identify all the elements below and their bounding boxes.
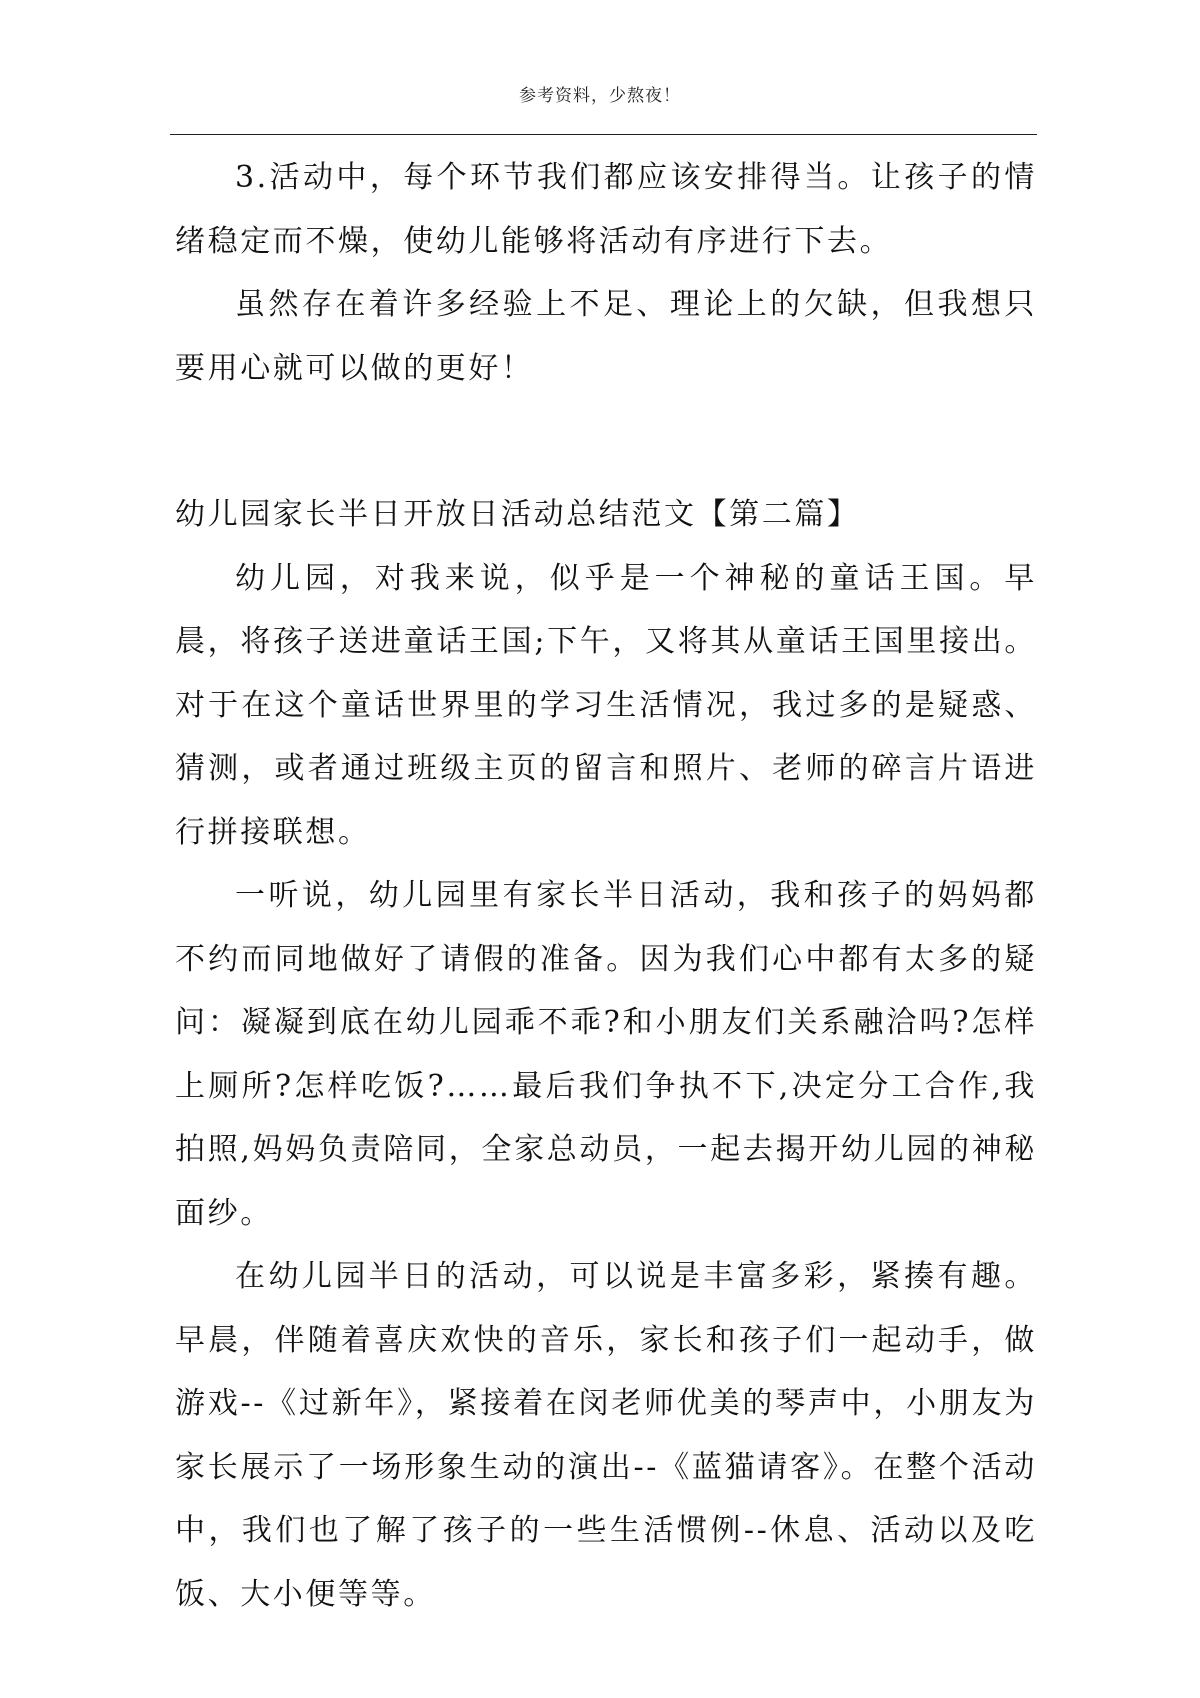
section-title: 幼儿园家长半日开放日活动总结范文【第二篇】 (175, 497, 860, 532)
paragraph-activity-arrangement: 3.活动中，每个环节我们都应该安排得当。让孩子的情绪稳定而不燥，使幼儿能够将活动有序进行下去。 (175, 160, 1037, 259)
page-header: 参考资料，少熬夜！ (519, 86, 681, 106)
paragraph-conclusion: 虽然存在着许多经验上不足、理论上的欠缺，但我想只要用心就可以做的更好！ (175, 287, 1037, 386)
document-body (175, 146, 1037, 1626)
paragraph-preparation: 一听说，幼儿园里有家长半日活动，我和孩子的妈妈都不约而同地做好了请假的准备。因为我们心中都有太多的疑问：凝凝到底在幼儿园乖不乖?和小朋友们关系融洽吗?怎样上厕所?怎样吃饭?……最后我们争执不下,决定分工合作,我拍照,妈妈负责陪同，全家总动员，一起去揭开幼儿园的神秘面纱。 (175, 878, 1037, 1231)
paragraph-intro: 幼儿园，对我来说，似乎是一个神秘的童话王国。早晨，将孩子送进童话王国;下午，又将其从童话王国里接出。对于在这个童话世界里的学习生活情况，我过多的是疑惑、猜测，或者通过班级主页的留言和照片、老师的碎言片语进行拼接联想。 (175, 560, 1037, 850)
paragraph-activities: 在幼儿园半日的活动，可以说是丰富多彩，紧揍有趣。早晨，伴随着喜庆欢快的音乐，家长和孩子们一起动手，做游戏--《过新年》，紧接着在闵老师优美的琴声中，小朋友为家长展示了一场形象生动的演出--《蓝猫请客》。在整个活动中，我们也了解了孩子的一些生活惯例--休息、活动以及吃饭、大小便等等。 (175, 1259, 1037, 1612)
header-divider (170, 134, 1037, 135)
